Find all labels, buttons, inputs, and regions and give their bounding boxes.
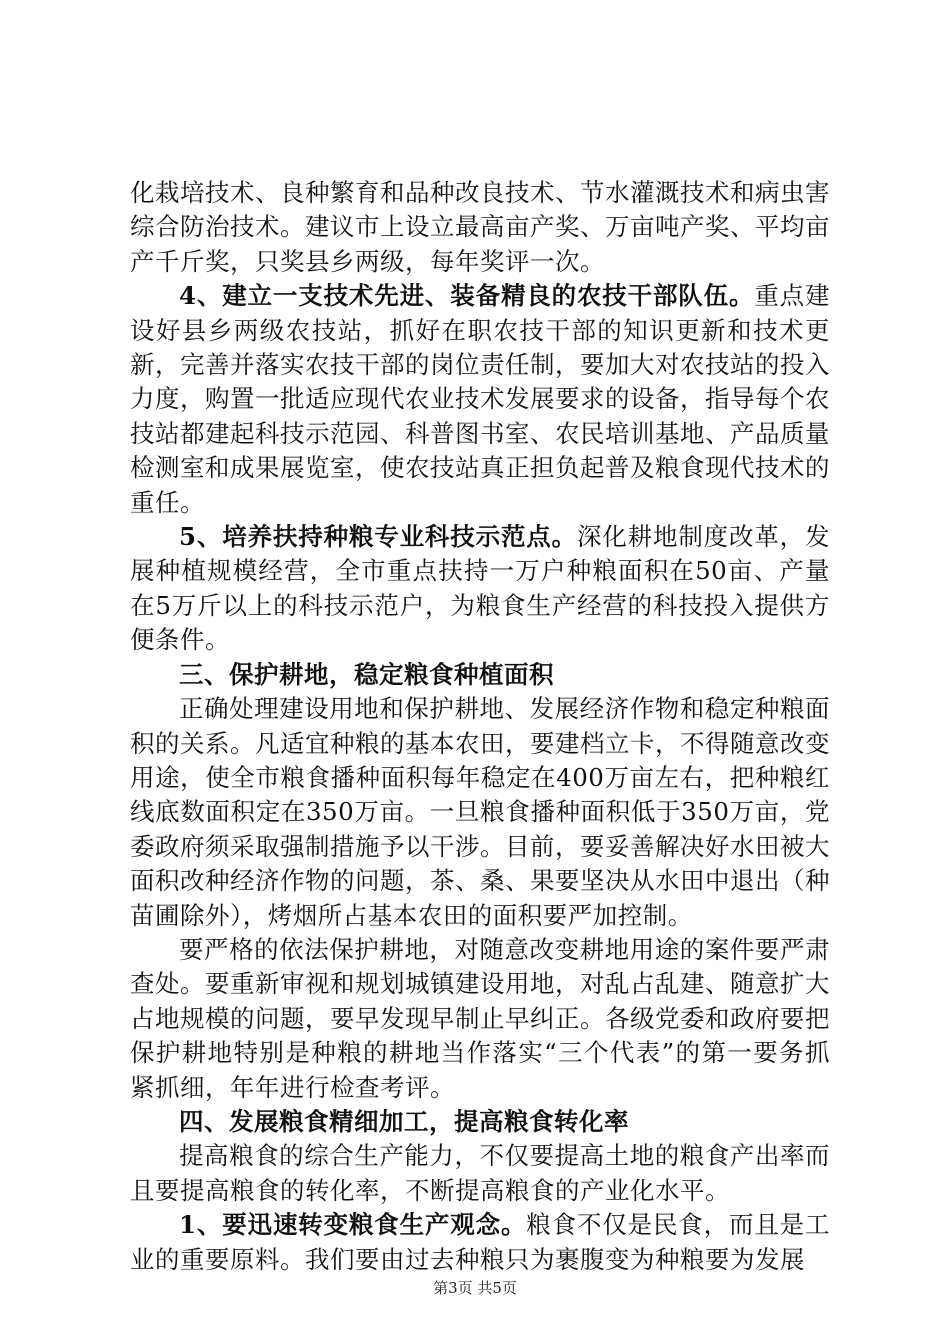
paragraph	[130, 520, 830, 658]
paragraph	[130, 279, 830, 520]
paragraph-text: 四、发展粮食精细加工，提高粮食转化率	[179, 1106, 629, 1136]
paragraph-text: 正确处理建设用地和保护耕地、发展经济作物和稳定种粮面积的关系。凡适宜种粮的基本农田，要建档立卡，不得随意改变用途，使全市粮食播种面积每年稳定在400万亩左右，把种粮红线底数面积定在350万亩。一旦粮食播种面积低于350万亩，党委政府须采取强制措施予以干涉。目前，要妥善解决好水田被大面积改种经济作物的问题，茶、桑、果要坚决从水田中退出（种苗圃除外），烤烟所占基本农田的面积要严加控制。	[130, 694, 830, 930]
paragraph-text: 重点建设好县乡两级农技站，抓好在职农技干部的知识更新和技术更新，完善并落实农技干部的岗位责任制，要加大对农技站的投入力度，购置一批适应现代农业技术发展要求的设备，指导每个农技站都建起科技示范园、科普图书室、农民培训基地、产品质量检测室和成果展览室，使农技站真正担负起普及粮食现代技术的重任。	[130, 281, 831, 517]
page-number: 第3页 共5页	[433, 1279, 517, 1297]
paragraph	[130, 692, 830, 933]
paragraph	[130, 176, 830, 279]
paragraph-text: 深化耕地制度改革，发展种植规模经营，全市重点扶持一万户种粮面积在50亩、产量在5万斤以上的科技示范户，为粮食生产经营的科技投入提供方便条件。	[130, 522, 831, 655]
paragraph-text: 三、保护耕地，稳定粮食种植面积	[179, 659, 554, 689]
paragraph-text: 化栽培技术、良种繁育和品种改良技术、节水灌溉技术和病虫害综合防治技术。建议市上设立最高亩产奖、万亩吨产奖、平均亩产千斤奖，只奖县乡两级，每年奖评一次。	[130, 178, 830, 276]
paragraph	[130, 1208, 830, 1277]
page-footer	[0, 1277, 950, 1298]
paragraph-lead: 1、要迅速转变粮食生产观念。	[179, 1210, 527, 1240]
paragraph-lead: 5、培养扶持种粮专业科技示范点。	[179, 522, 577, 552]
paragraph-lead: 4、建立一支技术先进、装备精良的农技干部队伍。	[179, 281, 755, 311]
paragraph	[130, 933, 830, 1105]
section-heading	[130, 658, 830, 692]
paragraph-text: 要严格的依法保护耕地，对随意改变耕地用途的案件要严肃查处。要重新审视和规划城镇建设用地，对乱占乱建、随意扩大占地规模的问题，要早发现早制止早纠正。各级党委和政府要把保护耕地特别是种粮的耕地当作落实“三个代表”的第一要务抓紧抓细，年年进行检查考评。	[130, 934, 830, 1102]
paragraph-text: 粮食不仅是民食，而且是工业的重要原料。我们要由过去种粮只为裹腹变为种粮要为发展	[130, 1210, 830, 1274]
document-body	[130, 176, 830, 1277]
paragraph	[130, 1139, 830, 1208]
section-heading	[130, 1105, 830, 1139]
paragraph-text: 提高粮食的综合生产能力，不仅要提高土地的粮食产出率而且要提高粮食的转化率，不断提高粮食的产业化水平。	[130, 1141, 830, 1205]
